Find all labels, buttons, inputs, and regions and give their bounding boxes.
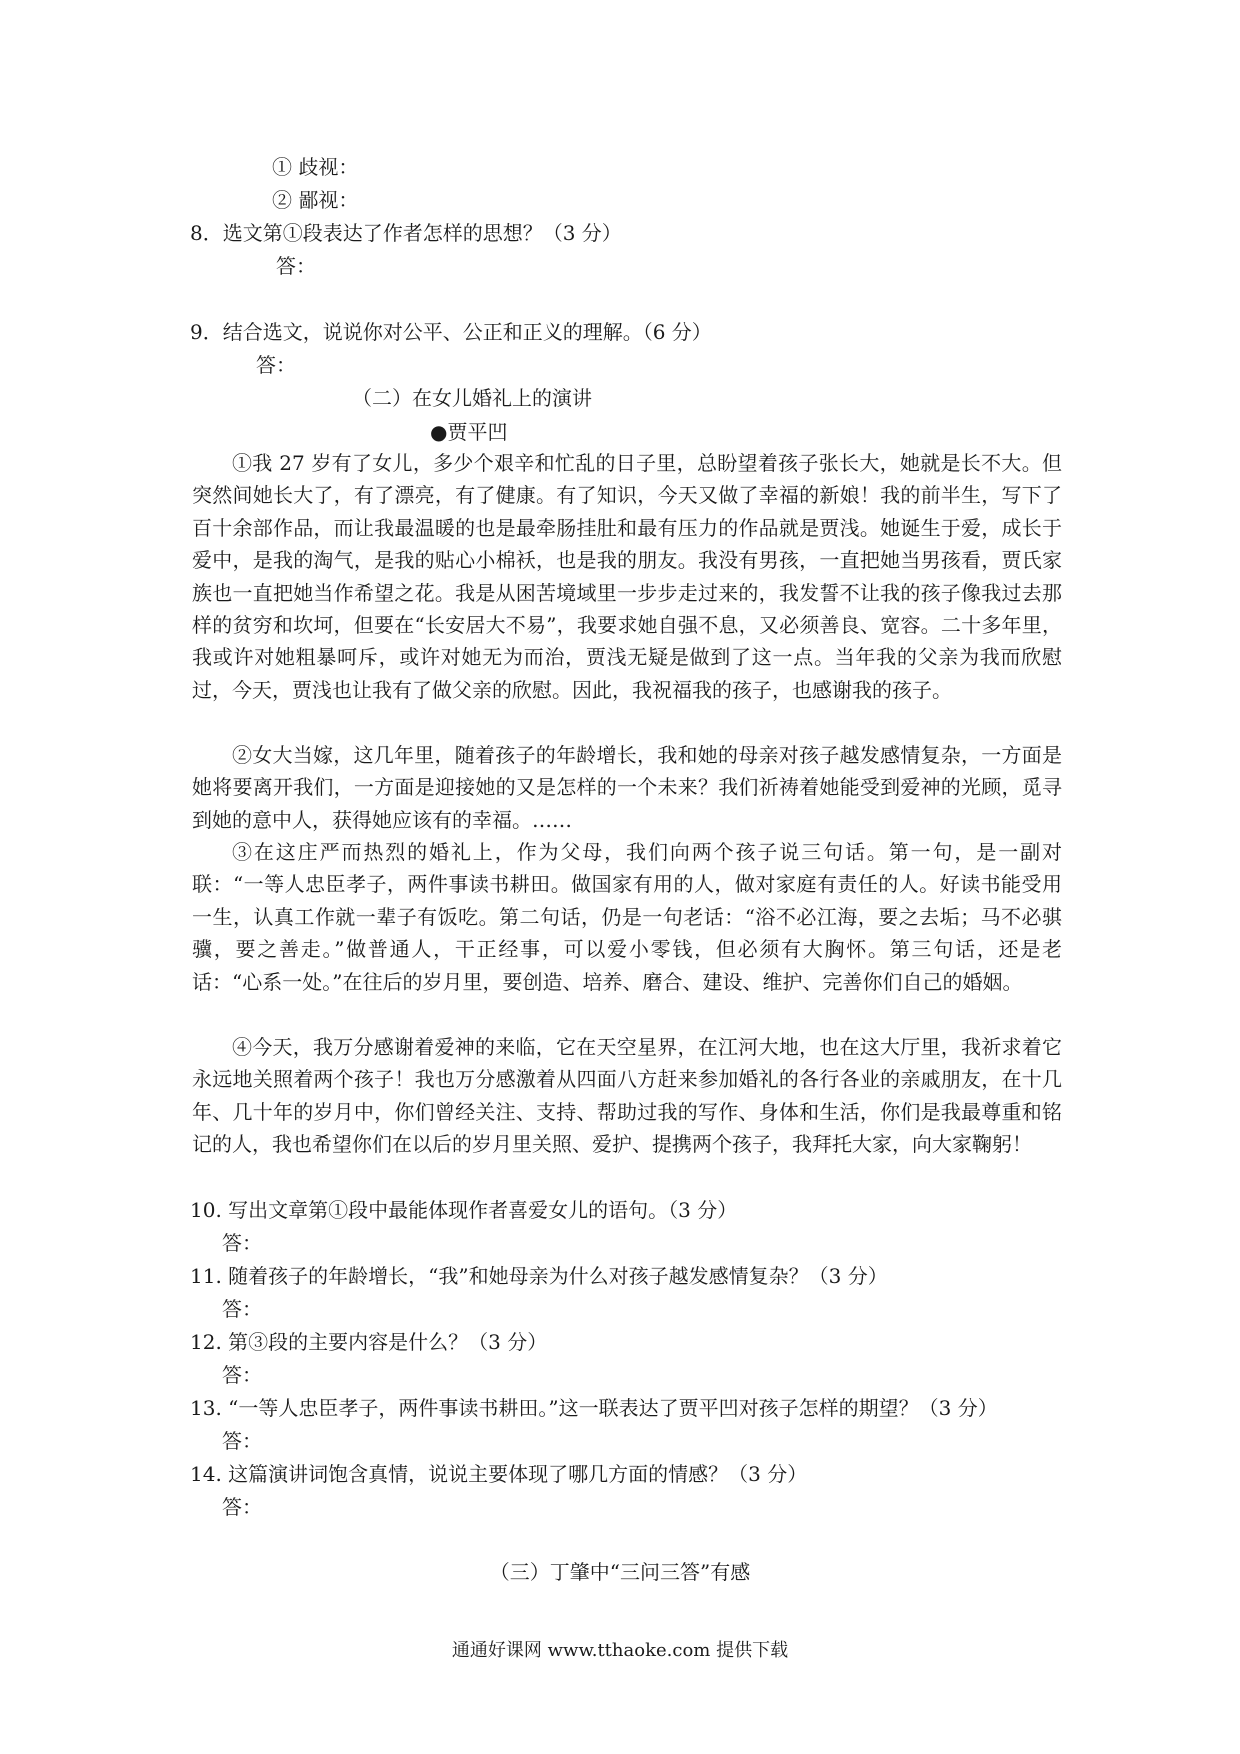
answer-9: 答： [256,353,296,377]
answer-11: 答： [222,1297,262,1321]
paragraph-2: ②女大当嫁，这几年里，随着孩子的年龄增长，我和她的母亲对孩子越发感情复杂，一方面是她将要离开我们，一方面是迎接她的又是怎样的一个未来？我们祈祷着她能受到爱神的光顾，觅寻到她的意中人，获得她应该有的幸福。…… [192,743,1062,832]
paragraph-3: ③在这庄严而热烈的婚礼上，作为父母，我们向两个孩子说三句话。第一句，是一副对联：“一等人忠臣孝子，两件事读书耕田。做国家有用的人，做对家庭有责任的人。好读书能受用一生，认真工作就一辈子有饭吃。第二句话，仍是一句老话：“浴不必江海，要之去垢；马不必骐骥，要之善走。”做普通人，干正经事，可以爱小零钱，但必须有大胸怀。第三句话，还是老话：“心系一处。”在往后的岁月里，要创造、培养、磨合、建设、维护、完善你们自己的婚姻。 [192,840,1062,994]
q7-item-1: ① 歧视： [272,155,359,179]
question-13: 13. “一等人忠臣孝子，两件事读书耕田。”这一联表达了贾平凹对孩子怎样的期望？（3 分） [190,1396,998,1420]
section-3-title: （三）丁肇中“三问三答”有感 [489,1560,751,1584]
answer-14: 答： [222,1495,262,1519]
paragraph-4: ④今天，我万分感谢着爱神的来临，它在天空星界，在江河大地，也在这大厅里，我祈求着它永远地关照着两个孩子！我也万分感激着从四面八方赶来参加婚礼的各行各业的亲戚朋友，在十几年、几十年的岁月中，你们曾经关注、支持、帮助过我的写作、身体和生活，你们是我最尊重和铭记的人，我也希望你们在以后的岁月里关照、爱护、提携两个孩子，我拜托大家，向大家鞠躬！ [192,1035,1062,1157]
answer-8: 答： [276,254,316,278]
author-byline: ●贾平凹 [430,420,508,444]
question-11: 11. 随着孩子的年龄增长，“我”和她母亲为什么对孩子越发感情复杂？（3 分） [190,1264,888,1288]
paragraph-1: ①我 27 岁有了女儿，多少个艰辛和忙乱的日子里，总盼望着孩子张长大，她就是长不大。但突然间她长大了，有了漂亮，有了健康。有了知识，今天又做了幸福的新娘！我的前半生，写下了百十余部作品，而让我最温暖的也是最牵肠挂肚和最有压力的作品就是贾浅。她诞生于爱，成长于爱中，是我的淘气，是我的贴心小棉袄，也是我的朋友。我没有男孩，一直把她当男孩看，贾氏家族也一直把她当作希望之花。我是从困苦境域里一步步走过来的，我发誓不让我的孩子像我过去那样的贫穷和坎坷，但要在“长安居大不易”，我要求她自强不息，又必须善良、宽容。二十多年里，我或许对她粗暴呵斥，或许对她无为而治，贾浅无疑是做到了这一点。当年我的父亲为我而欣慰过，今天，贾浅也让我有了做父亲的欣慰。因此，我祝福我的孩子，也感谢我的孩子。 [192,451,1062,702]
footer-text: 通通好课网 www.tthaoke.com 提供下载 [451,1640,789,1661]
answer-13: 答： [222,1429,262,1453]
answer-12: 答： [222,1363,262,1387]
section-title: （二）在女儿婚礼上的演讲 [352,386,592,410]
question-9: 9．结合选文，说说你对公平、公正和正义的理解。（6 分） [190,320,712,344]
question-8: 8．选文第①段表达了作者怎样的思想？（3 分） [190,221,622,245]
answer-10: 答： [222,1231,262,1255]
q7-item-2: ② 鄙视： [272,188,359,212]
question-10: 10. 写出文章第①段中最能体现作者喜爱女儿的语句。（3 分） [190,1198,738,1222]
question-12: 12. 第③段的主要内容是什么？（3 分） [190,1330,548,1354]
question-14: 14. 这篇演讲词饱含真情，说说主要体现了哪几方面的情感？（3 分） [190,1462,808,1486]
